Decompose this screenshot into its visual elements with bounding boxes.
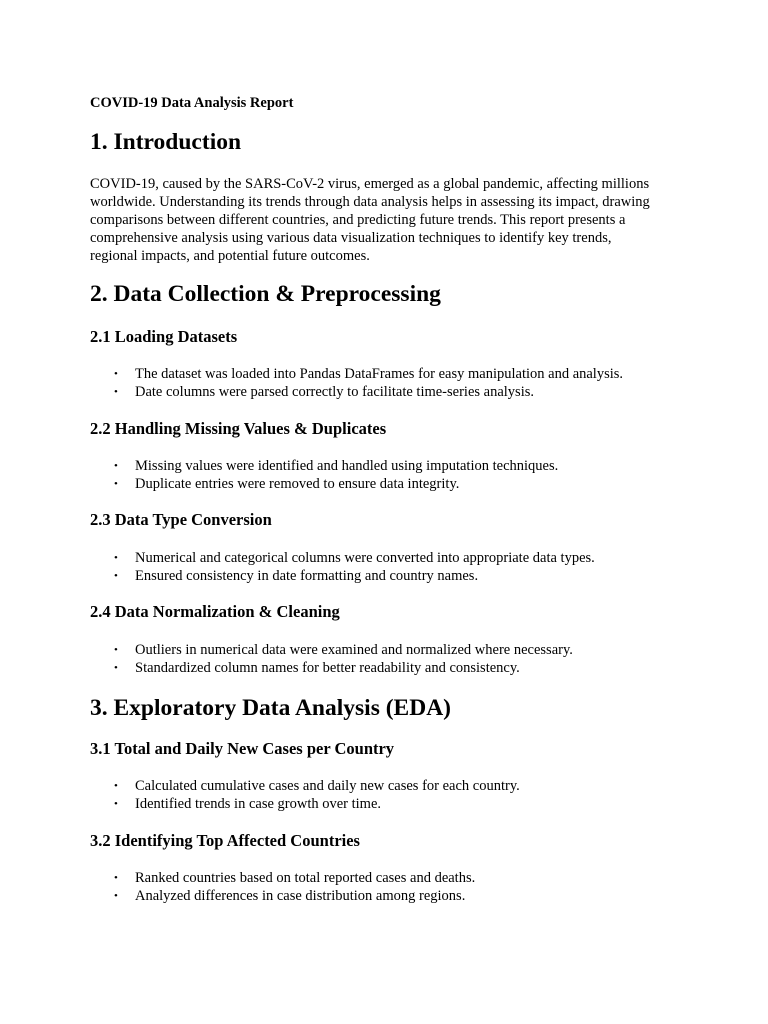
subsection-heading-missing-values: 2.2 Handling Missing Values & Duplicates xyxy=(90,419,387,438)
list-item-text: Identified trends in case growth over time. xyxy=(135,796,382,812)
bullet-icon: • xyxy=(114,460,118,472)
list-item-text: Ranked countries based on total reported cases and deaths. xyxy=(135,870,476,886)
bullet-list xyxy=(90,869,475,905)
bullet-icon: • xyxy=(114,478,118,490)
list-item-text: Date columns were parsed correctly to facilitate time-series analysis. xyxy=(135,384,534,400)
list-item-text: Numerical and categorical columns were converted into appropriate data types. xyxy=(135,550,595,566)
list-item-text: Missing values were identified and handled using imputation techniques. xyxy=(135,458,559,474)
list-item-text: Duplicate entries were removed to ensure data integrity. xyxy=(135,476,460,492)
list-item xyxy=(90,567,595,585)
subsection-heading-loading-datasets: 2.1 Loading Datasets xyxy=(90,327,238,346)
introduction-paragraph xyxy=(90,175,690,265)
paragraph-line: regional impacts, and potential future outcomes. xyxy=(90,248,370,264)
bullet-icon: • xyxy=(114,780,118,792)
bullet-list xyxy=(90,777,520,813)
paragraph-line: comprehensive analysis using various data visualization techniques to identify key trends, xyxy=(90,230,612,246)
list-item xyxy=(90,641,573,659)
list-item-text: Standardized column names for better readability and consistency. xyxy=(135,660,520,676)
list-item xyxy=(90,383,623,401)
list-item-text: Calculated cumulative cases and daily new cases for each country. xyxy=(135,778,520,794)
bullet-list xyxy=(90,549,595,585)
bullet-icon: • xyxy=(114,552,118,564)
bullet-icon: • xyxy=(114,644,118,656)
list-item xyxy=(90,869,475,887)
bullet-list xyxy=(90,457,558,493)
list-item xyxy=(90,659,573,677)
section-heading-eda: 3. Exploratory Data Analysis (EDA) xyxy=(90,695,451,721)
list-item-text: The dataset was loaded into Pandas DataFrames for easy manipulation and analysis. xyxy=(135,366,624,382)
bullet-icon: • xyxy=(114,368,118,380)
list-item xyxy=(90,887,475,905)
list-item xyxy=(90,457,558,475)
bullet-list xyxy=(90,641,573,677)
list-item xyxy=(90,795,520,813)
list-item xyxy=(90,475,558,493)
bullet-icon: • xyxy=(114,890,118,902)
paragraph-line: worldwide. Understanding its trends through data analysis helps in assessing its impact, drawing xyxy=(90,194,650,210)
bullet-icon: • xyxy=(114,386,118,398)
bullet-icon: • xyxy=(114,570,118,582)
section-heading-data-collection: 2. Data Collection & Preprocessing xyxy=(90,281,441,307)
subsection-heading-daily-cases: 3.1 Total and Daily New Cases per Country xyxy=(90,739,395,758)
bullet-list xyxy=(90,365,623,401)
list-item-text: Analyzed differences in case distribution among regions. xyxy=(135,888,466,904)
bullet-icon: • xyxy=(114,798,118,810)
section-heading-introduction: 1. Introduction xyxy=(90,129,242,155)
subsection-heading-top-countries: 3.2 Identifying Top Affected Countries xyxy=(90,831,360,850)
list-item xyxy=(90,777,520,795)
list-item xyxy=(90,365,623,383)
paragraph-line: comparisons between different countries, and predicting future trends. This report presents a xyxy=(90,212,626,228)
list-item-text: Outliers in numerical data were examined and normalized where necessary. xyxy=(135,642,573,658)
bullet-icon: • xyxy=(114,872,118,884)
paragraph-line: COVID-19, caused by the SARS-CoV-2 virus, emerged as a global pandemic, affecting millions xyxy=(90,176,650,192)
list-item-text: Ensured consistency in date formatting and country names. xyxy=(135,568,479,584)
document-title: COVID-19 Data Analysis Report xyxy=(90,95,294,111)
subsection-heading-normalization: 2.4 Data Normalization & Cleaning xyxy=(90,602,340,621)
subsection-heading-data-type-conversion: 2.3 Data Type Conversion xyxy=(90,510,272,529)
list-item xyxy=(90,549,595,567)
bullet-icon: • xyxy=(114,662,118,674)
